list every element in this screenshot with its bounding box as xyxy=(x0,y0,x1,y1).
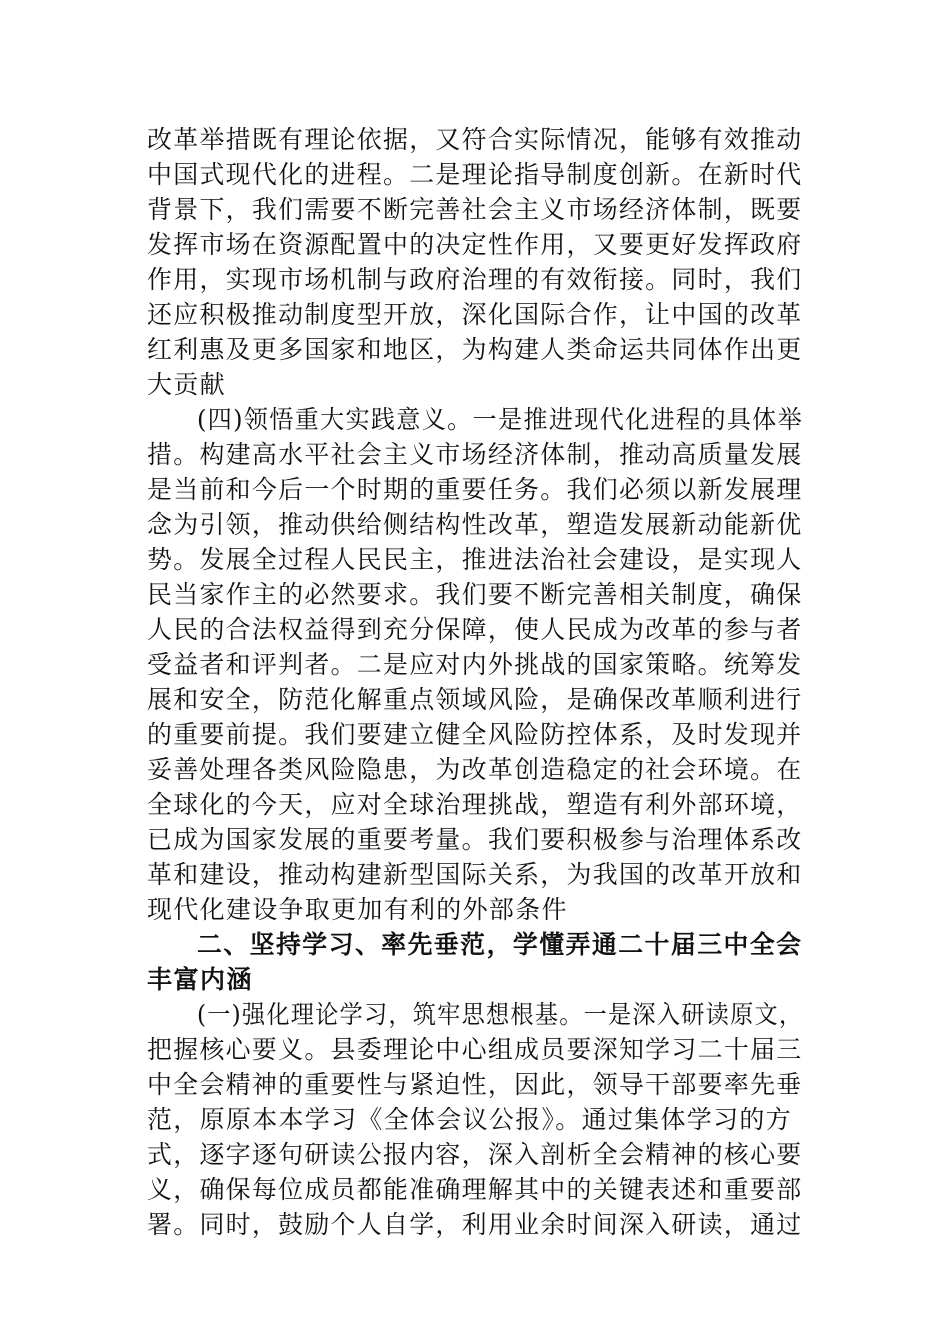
text-line: 署。同时，鼓励个人自学，利用业余时间深入研读，通过 xyxy=(147,1210,803,1239)
text-line: 的重要前提。我们要建立健全风险防控体系，及时发现并 xyxy=(147,720,803,749)
text-line: 式，逐字逐句研读公报内容，深入剖析全会精神的核心要 xyxy=(147,1140,803,1169)
text-line: 背景下，我们需要不断完善社会主义市场经济体制，既要 xyxy=(147,195,803,224)
text-line: 已成为国家发展的重要考量。我们要积极参与治理体系改 xyxy=(147,825,803,854)
text-line: 把握核心要义。县委理论中心组成员要深知学习二十届三 xyxy=(147,1035,803,1064)
text-line: 中国式现代化的进程。二是理论指导制度创新。在新时代 xyxy=(147,160,803,189)
text-line: 展和安全，防范化解重点领域风险，是确保改革顺利进行 xyxy=(147,685,803,714)
text-line: 现代化建设争取更加有利的外部条件 xyxy=(147,895,568,924)
section-heading: 二、坚持学习、率先垂范，学懂弄通二十届三中全会 xyxy=(197,930,803,959)
text-line: 念为引领，推动供给侧结构性改革，塑造发展新动能新优 xyxy=(147,510,803,539)
text-line: 中全会精神的重要性与紧迫性，因此，领导干部要率先垂 xyxy=(147,1070,803,1099)
text-line: 全球化的今天，应对全球治理挑战，塑造有利外部环境， xyxy=(147,790,803,819)
text-line: 改革举措既有理论依据，又符合实际情况，能够有效推动 xyxy=(147,125,803,154)
text-line: 妥善处理各类风险隐患，为改革创造稳定的社会环境。在 xyxy=(147,755,803,784)
text-line: 大贡献 xyxy=(147,370,226,399)
text-line: 民当家作主的必然要求。我们要不断完善相关制度，确保 xyxy=(147,580,803,609)
text-line: 势。发展全过程人民民主，推进法治社会建设，是实现人 xyxy=(147,545,803,574)
text-line: 范，原原本本学习《全体会议公报》。通过集体学习的方 xyxy=(147,1105,793,1134)
text-line: 还应积极推动制度型开放，深化国际合作，让中国的改革 xyxy=(147,300,803,329)
text-line: 发挥市场在资源配置中的决定性作用，又要更好发挥政府 xyxy=(147,230,803,259)
text-line: 红利惠及更多国家和地区，为构建人类命运共同体作出更 xyxy=(147,335,803,364)
section-heading-continued: 丰富内涵 xyxy=(147,965,254,994)
text-line: 措。构建高水平社会主义市场经济体制，推动高质量发展 xyxy=(147,440,803,469)
text-line: 革和建设，推动构建新型国际关系，为我国的改革开放和 xyxy=(147,860,803,889)
text-line: 受益者和评判者。二是应对内外挑战的国家策略。统筹发 xyxy=(147,650,803,679)
text-line: 是当前和今后一个时期的重要任务。我们必须以新发展理 xyxy=(147,475,803,504)
text-line: 人民的合法权益得到充分保障，使人民成为改革的参与者 xyxy=(147,615,803,644)
paragraph-first-line: (一)强化理论学习，筑牢思想根基。一是深入研读原文， xyxy=(197,1000,804,1029)
paragraph-first-line: (四)领悟重大实践意义。一是推进现代化进程的具体举 xyxy=(197,405,804,434)
text-line: 作用，实现市场机制与政府治理的有效衔接。同时，我们 xyxy=(147,265,803,294)
text-line: 义，确保每位成员都能准确理解其中的关键表述和重要部 xyxy=(147,1175,803,1204)
